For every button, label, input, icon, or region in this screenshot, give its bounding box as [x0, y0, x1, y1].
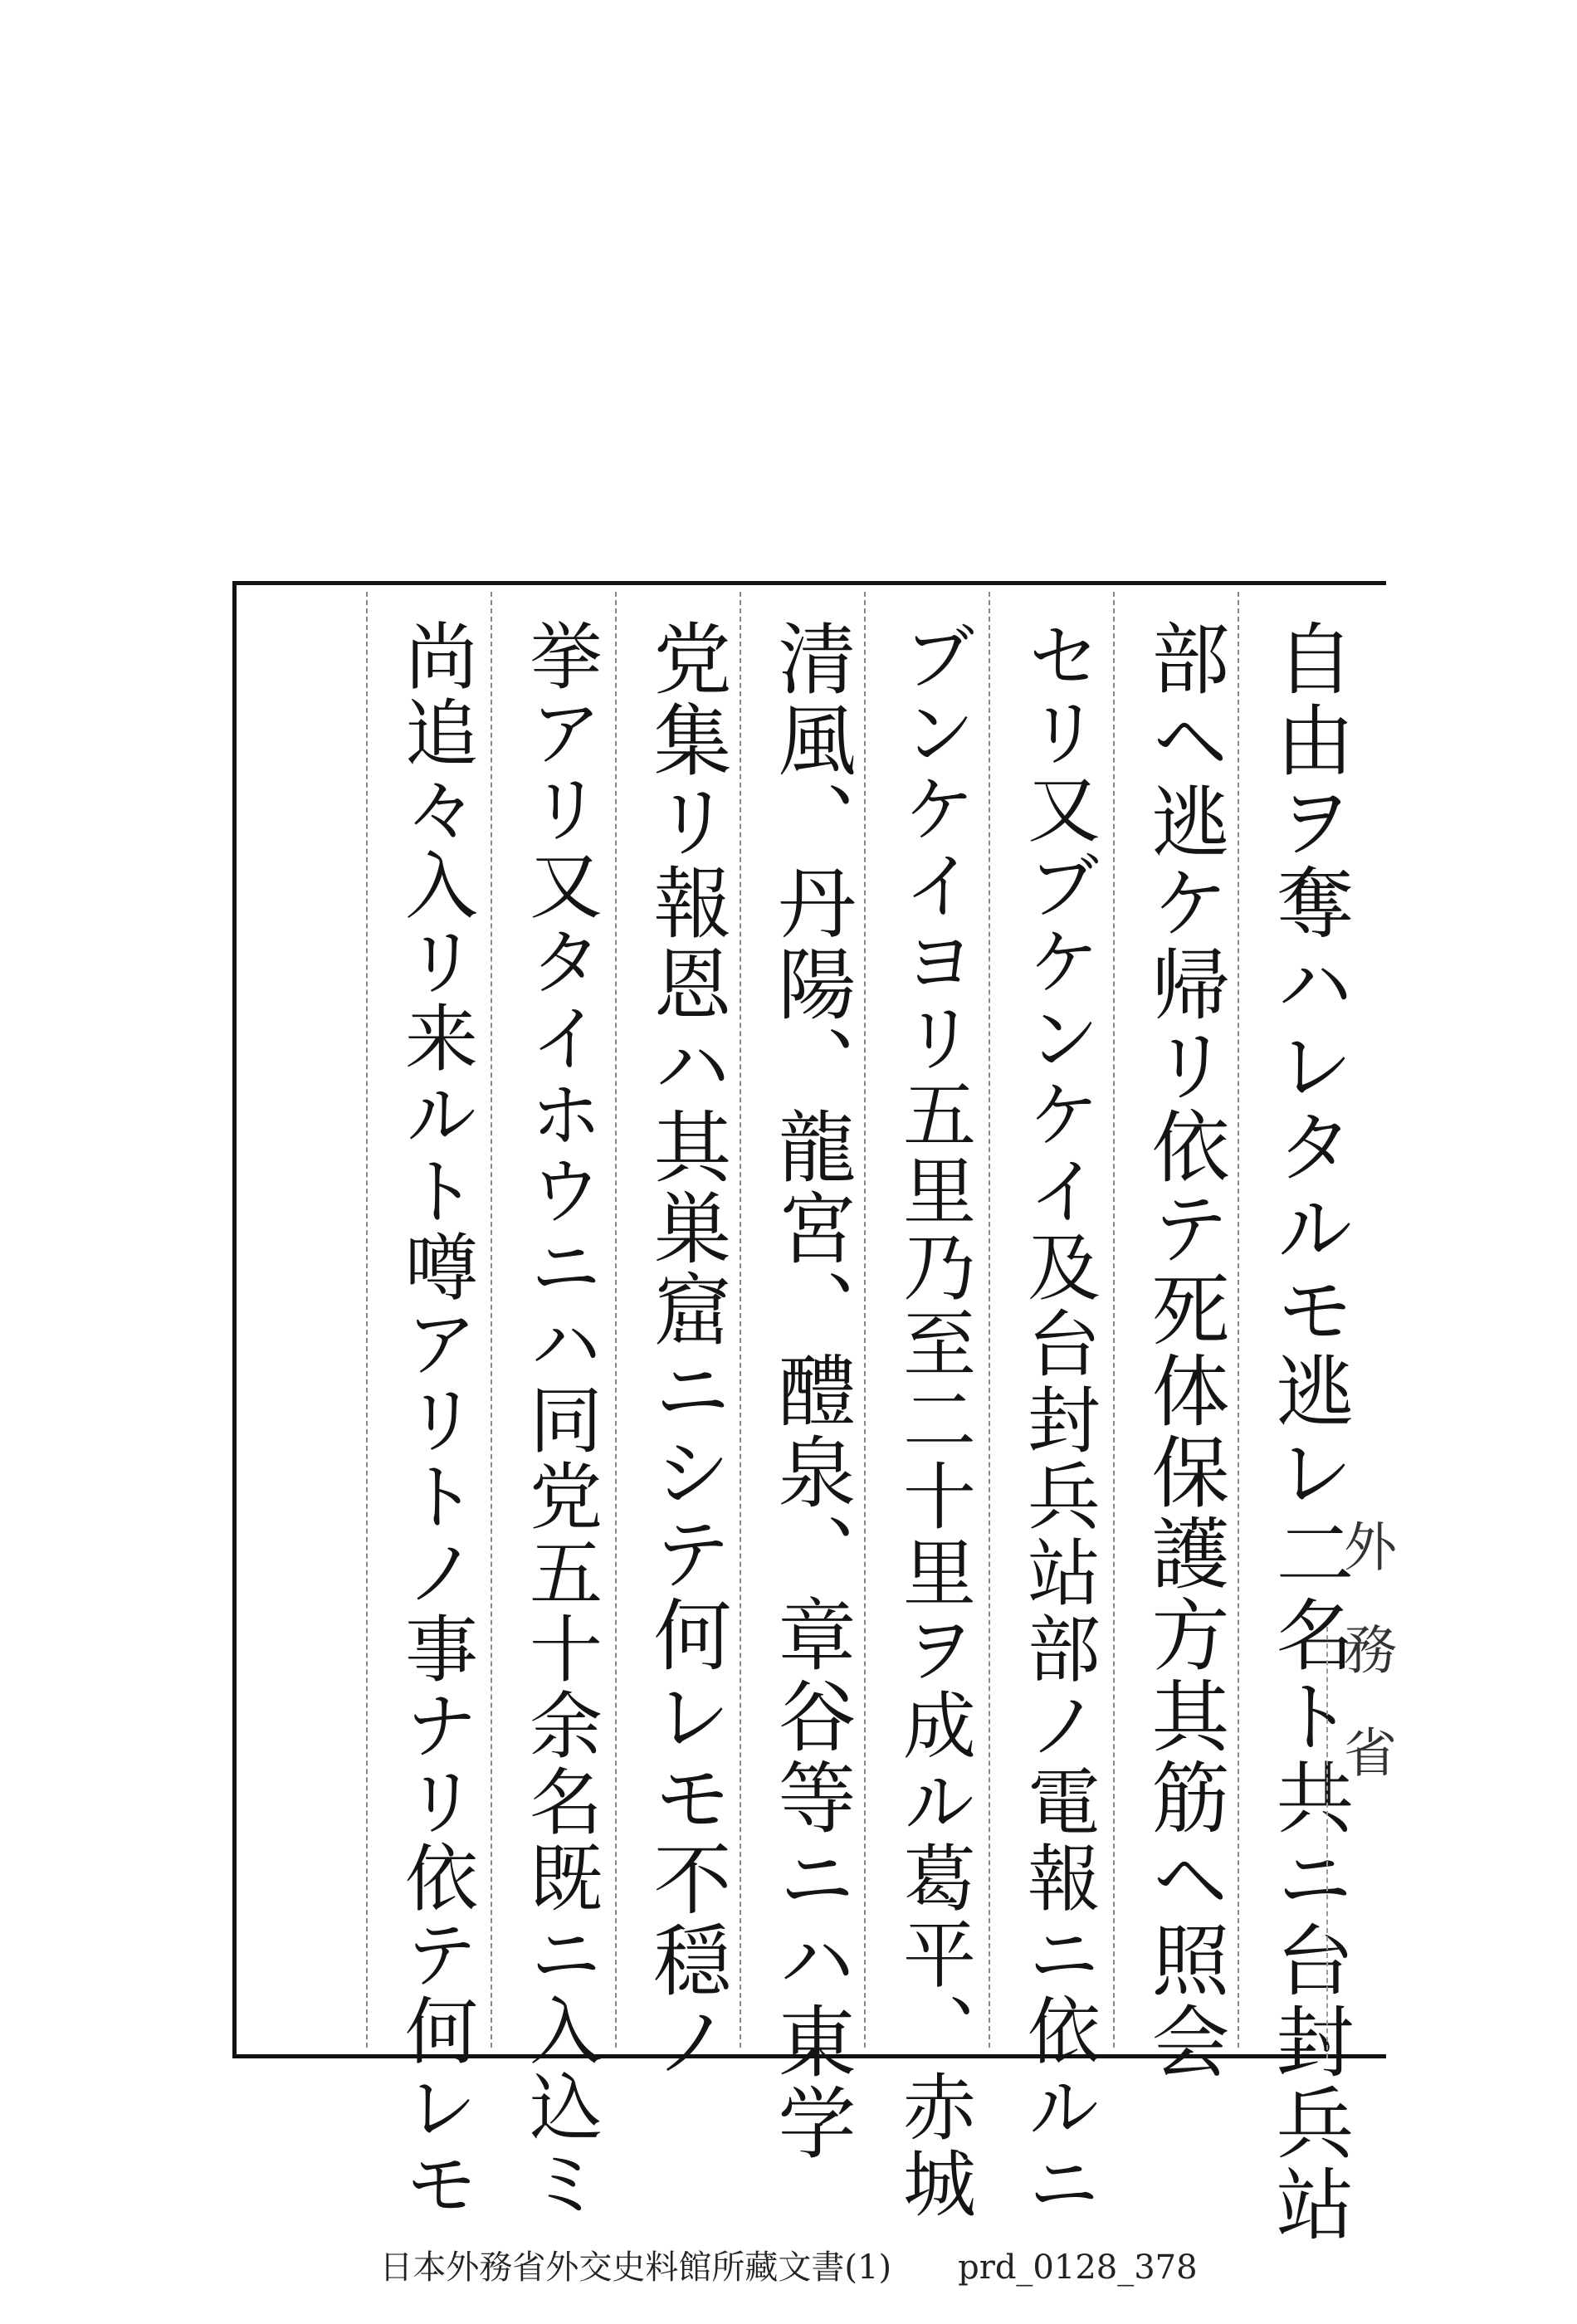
text-column-3: セリ又ブケンケイ及台封兵站部ノ電報ニ依ルニ — [1016, 618, 1101, 2222]
column-rule — [615, 592, 617, 2048]
archive-id: prd_0128_378 — [958, 2248, 1198, 2287]
column-rule — [864, 592, 866, 2048]
column-rule — [1238, 592, 1239, 2048]
column-rule — [989, 592, 990, 2048]
text-column-1: 自由ヲ奪ハレタルモ逃レ二名ト共ニ台封兵站 — [1262, 618, 1353, 2245]
margin-note: 外務省 — [1335, 1519, 1396, 1828]
text-column-4: ブンケイヨリ五里乃至二十里ヲ成ル葛平、赤城 — [891, 618, 977, 2222]
text-column-5: 清風、丹陽、龍宮、醴泉、章谷等ニハ東学 — [764, 618, 855, 2164]
column-rule — [491, 592, 492, 2048]
archive-footer — [0, 2241, 1577, 2288]
column-rule — [740, 592, 741, 2048]
column-rule — [366, 592, 368, 2048]
text-column-6: 党集リ報恩ハ其巣窟ニシテ何レモ不穏ノ — [640, 618, 730, 2082]
archive-name: 日本外務省外交史料館所藏文書(1) — [379, 2248, 892, 2287]
manuscript-frame — [232, 581, 1386, 2245]
column-rule — [1113, 592, 1115, 2048]
text-column-2: 部ヘ逃ケ帰リ依テ死体保護方其筋ヘ照会 — [1138, 618, 1228, 2082]
text-column-8: 尚追々入リ来ルト噂アリトノ事ナリ依テ何レモ — [393, 618, 479, 2222]
text-column-7: 挙アリ又タイホウニハ同党五十余名既ニ入込ミ — [518, 618, 603, 2222]
